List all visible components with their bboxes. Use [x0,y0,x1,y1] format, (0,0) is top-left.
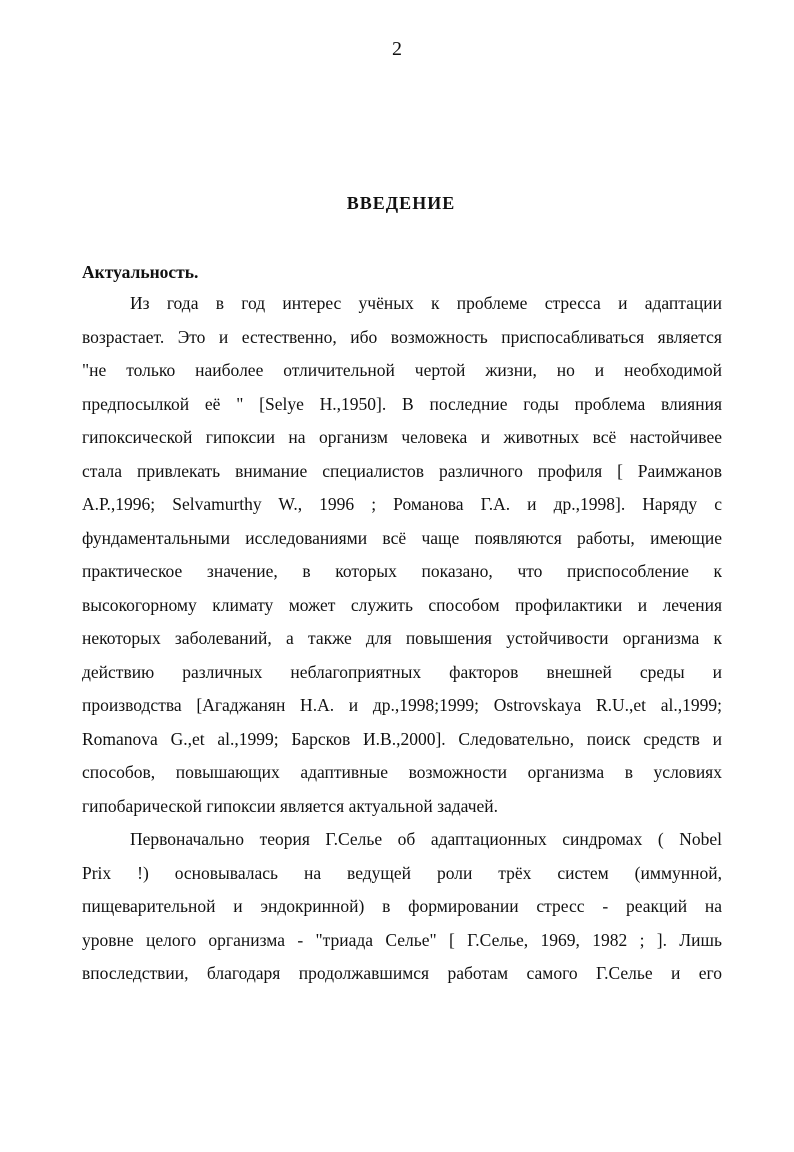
paragraph-line: Prix !) основывалась на ведущей роли трёх систем (иммунной, [82,862,722,883]
paragraph-line: высокогорному климату может служить способом профилактики и лечения [82,594,722,615]
paragraph-line: предпосылкой её " [Selye H.,1950]. В последние годы проблема влияния [82,393,722,414]
paragraph-relevance [82,287,722,823]
paragraph-line: Romanova G.,et al.,1999; Барсков И.В.,2000]. Следовательно, поиск средств и [82,728,722,749]
paragraph-line: Из года в год интерес учёных к проблеме стресса и адаптации [130,293,722,313]
document-title: ВВЕДЕНИЕ [346,193,456,213]
paragraph-line: Первоначально теория Г.Селье об адаптационных синдромах ( Nobel [130,829,722,849]
paragraph-line: практическое значение, в которых показано, что приспособление к [82,561,722,581]
page-number: 2 [392,38,402,60]
paragraph-line: возрастает. Это и естественно, ибо возможность приспосабливаться является [82,326,722,347]
paragraph-line: производства [Агаджанян Н.А. и др.,1998;1999; Ostrovskaya R.U.,et al.,1999; [82,695,722,715]
paragraph-line: "не только наиболее отличительной чертой жизни, но и необходимой [82,360,722,380]
paragraph-line: пищеварительной и эндокринной) в формировании стресс - реакций на [82,896,722,916]
paragraph-line: фундаментальными исследованиями всё чаще появляются работы, имеющие [82,527,722,548]
paragraph-selye-theory [82,823,722,991]
paragraph-line: действию различных неблагоприятных факторов внешней среды и [82,661,722,682]
paragraph-line: некоторых заболеваний, а также для повышения устойчивости организма к [82,628,722,648]
paragraph-line: способов, повышающих адаптивные возможности организма в условиях [82,762,722,782]
paragraph-line: уровне целого организма - "триада Селье" [ Г.Селье, 1969, 1982 ; ]. Лишь [82,929,722,950]
paragraph-line: гипоксической гипоксии на организм человека и животных всё настойчивее [82,427,722,447]
paragraph-line: впоследствии, благодаря продолжавшимся работам самого Г.Селье и его [82,963,722,983]
paragraph-line: стала привлекать внимание специалистов различного профиля [ Раимжанов [82,460,722,481]
paragraph-line: А.Р.,1996; Selvamurthy W., 1996 ; Романова Г.А. и др.,1998]. Наряду с [82,494,722,514]
section-heading: Актуальность. [82,262,199,282]
paragraph-line: гипобарической гипоксии является актуальной задачей. [82,795,499,816]
